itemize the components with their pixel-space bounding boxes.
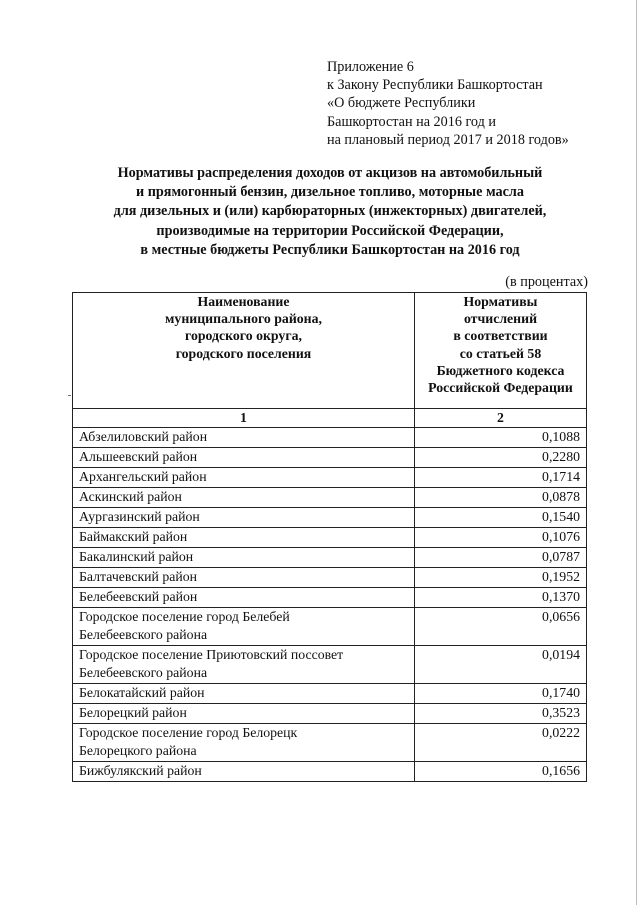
- table-row: [73, 724, 587, 762]
- district-name-line: Белебеевского района: [79, 665, 208, 680]
- header-name-line: городского округа,: [185, 328, 302, 344]
- table-row: [73, 448, 587, 468]
- title-line: производимые на территории Российской Федерации,: [156, 222, 504, 239]
- district-name: [73, 568, 415, 588]
- header-norm-line: Бюджетного кодекса: [436, 362, 565, 378]
- district-name-line: Аургазинский район: [79, 509, 200, 524]
- table-row: [73, 588, 587, 608]
- district-name-line: Альшеевский район: [79, 449, 198, 464]
- title-line: Нормативы распределения доходов от акцизов на автомобильный: [117, 165, 543, 181]
- norm-value: 0,1540: [415, 508, 587, 528]
- district-name: [73, 528, 415, 548]
- annex-line: Башкортостан на 2016 год и: [327, 113, 496, 130]
- table-row: [73, 528, 587, 548]
- norms-table: [72, 292, 587, 782]
- table-row: [73, 548, 587, 568]
- district-name-line: Белокатайский район: [79, 685, 205, 700]
- table-header-row: [73, 293, 587, 409]
- title-line: в местные бюджеты Республики Башкортостан на 2016 год: [140, 241, 520, 258]
- norm-value: 0,0656: [415, 608, 587, 646]
- header-name-line: городского поселения: [175, 345, 312, 361]
- header-norm-line: Российской Федерации: [428, 380, 573, 396]
- district-name: [73, 704, 415, 724]
- district-name-line: Абзелиловский район: [79, 429, 208, 444]
- column-number-row: [73, 409, 587, 428]
- header-norm-line: Нормативы: [463, 294, 538, 309]
- table-row: [73, 646, 587, 684]
- norm-value: 0,1656: [415, 762, 587, 782]
- annex-line: Приложение 6: [327, 59, 414, 75]
- table-row: [73, 508, 587, 528]
- district-name: [73, 724, 415, 762]
- header-norm-line: отчислений: [463, 311, 538, 327]
- district-name: [73, 548, 415, 568]
- norm-value: 0,1952: [415, 568, 587, 588]
- district-name: [73, 608, 415, 646]
- norm-value: 0,3523: [415, 704, 587, 724]
- document-title: [40, 164, 620, 260]
- header-norm-column: [415, 293, 587, 409]
- district-name: [73, 588, 415, 608]
- norm-value: 0,1076: [415, 528, 587, 548]
- annex-line: «О бюджете Республики: [327, 95, 476, 112]
- district-name-line: Белорецкого района: [79, 743, 197, 758]
- table-row: [73, 704, 587, 724]
- norm-value: 0,1088: [415, 428, 587, 448]
- header-name-line: муниципального района,: [165, 311, 322, 327]
- header-norm-line: со статьей 58: [459, 345, 542, 361]
- district-name-line: Городское поселение город Белорецк: [79, 725, 298, 740]
- margin-tick-mark: [68, 395, 71, 396]
- district-name: [73, 488, 415, 508]
- district-name-line: Архангельский район: [79, 469, 207, 484]
- norm-value: 0,0878: [415, 488, 587, 508]
- annex-line: на плановый период 2017 и 2018 годов»: [327, 131, 569, 148]
- norm-value: 0,2280: [415, 448, 587, 468]
- table-row: [73, 568, 587, 588]
- district-name: [73, 762, 415, 782]
- district-name: [73, 468, 415, 488]
- column-number: 2: [415, 409, 587, 428]
- title-line: для дизельных и (или) карбюраторных (инжекторных) двигателей,: [113, 203, 547, 220]
- district-name: [73, 508, 415, 528]
- norm-value: 0,0787: [415, 548, 587, 568]
- district-name-line: Белебеевский район: [79, 589, 198, 604]
- district-name-line: Аскинский район: [79, 489, 182, 504]
- norm-value: 0,1370: [415, 588, 587, 608]
- table-row: [73, 488, 587, 508]
- title-line: и прямогонный бензин, дизельное топливо, моторные масла: [135, 184, 524, 201]
- table-row: [73, 608, 587, 646]
- district-name-line: Балтачевский район: [79, 569, 198, 584]
- table-row: [73, 428, 587, 448]
- units-note: (в процентах): [505, 274, 588, 290]
- column-number: 1: [73, 409, 415, 428]
- district-name: [73, 428, 415, 448]
- district-name: [73, 646, 415, 684]
- header-norm-line: в соответствии: [453, 328, 548, 344]
- district-name: [73, 684, 415, 704]
- header-name-line: Наименование: [197, 294, 290, 309]
- annex-line: к Закону Республики Башкортостан: [327, 77, 543, 94]
- norm-value: 0,0194: [415, 646, 587, 684]
- header-name-column: [73, 293, 415, 409]
- norm-value: 0,1740: [415, 684, 587, 704]
- table-row: [73, 762, 587, 782]
- district-name-line: Белорецкий район: [79, 705, 187, 720]
- district-name-line: Белебеевского района: [79, 627, 208, 642]
- table-row: [73, 468, 587, 488]
- district-name-line: Баймакский район: [79, 529, 188, 544]
- district-name-line: Городское поселение Приютовский поссовет: [79, 647, 344, 662]
- district-name-line: Бакалинский район: [79, 549, 194, 564]
- norm-value: 0,1714: [415, 468, 587, 488]
- district-name-line: Городское поселение город Белебей: [79, 609, 290, 624]
- district-name: [73, 448, 415, 468]
- table-row: [73, 684, 587, 704]
- district-name-line: Бижбулякский район: [79, 763, 202, 778]
- page-edge-line: [636, 0, 637, 905]
- annex-reference: [327, 58, 569, 149]
- norm-value: 0,0222: [415, 724, 587, 762]
